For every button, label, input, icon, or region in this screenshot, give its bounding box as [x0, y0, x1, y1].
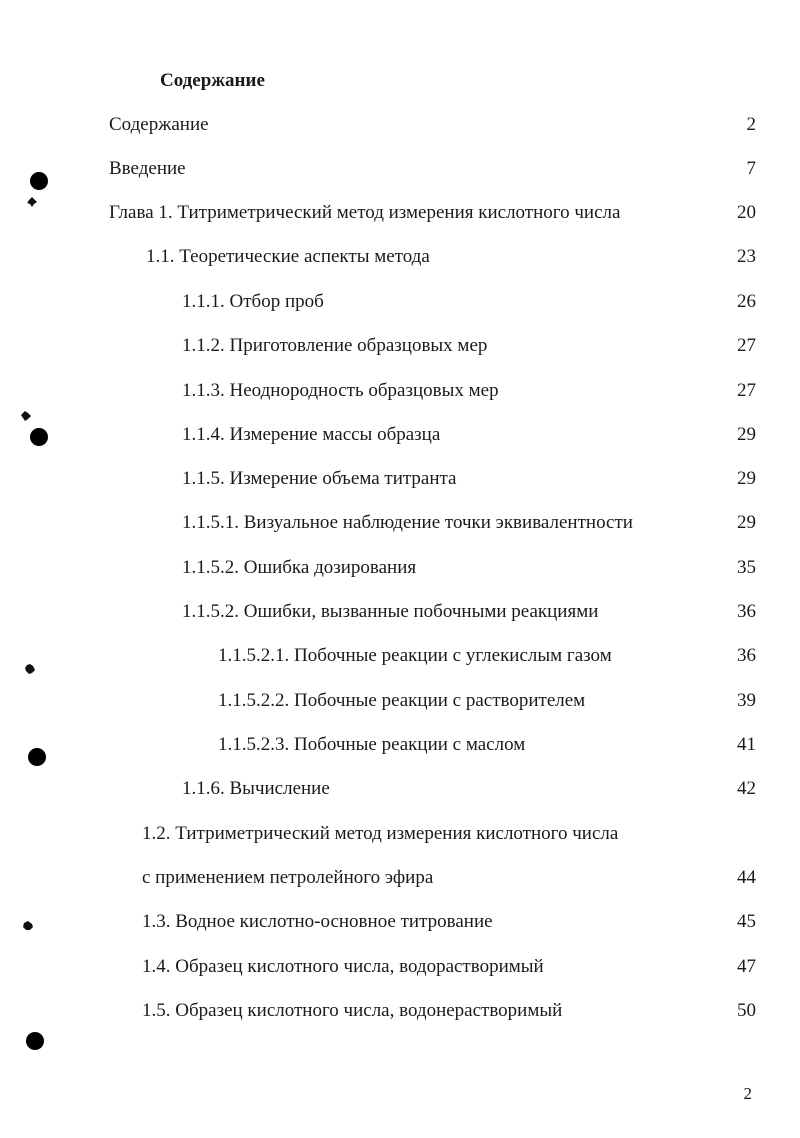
- toc-entry-page: 36: [737, 601, 756, 622]
- toc-entry: [0, 509, 800, 537]
- toc-entry-title: 1.1.5.2.2. Побочные реакции с растворителем: [218, 690, 586, 711]
- toc-entry: [0, 953, 800, 981]
- toc-entry-title: 1.1.3. Неоднородность образцовых мер: [182, 380, 499, 401]
- toc-entry-page: 29: [737, 424, 756, 445]
- toc-entry-page: 45: [737, 911, 756, 932]
- scan-speck-mark: [24, 663, 36, 675]
- toc-entry: [0, 731, 800, 759]
- toc-entry: [0, 687, 800, 715]
- toc-entry-title: 1.1.5.2.1. Побочные реакции с углекислым газом: [218, 645, 612, 666]
- toc-entry-page: 27: [737, 380, 756, 401]
- toc-entry-page: 36: [737, 645, 756, 666]
- toc-entry-title: 1.1.5.2. Ошибка дозирования: [182, 557, 417, 578]
- toc-entry-title: с применением петролейного эфира: [142, 867, 434, 888]
- punch-hole-mark: [26, 1032, 44, 1050]
- toc-entry-title: 1.1.5.2.3. Побочные реакции с маслом: [218, 734, 526, 755]
- toc-entry-page: 20: [737, 202, 756, 223]
- toc-entry: [0, 820, 800, 848]
- toc-entry: [0, 997, 800, 1025]
- page-title: Содержание: [160, 70, 265, 91]
- punch-hole-mark: [30, 428, 48, 446]
- toc-entry-title: Введение: [109, 158, 186, 179]
- toc-entry-page: 23: [737, 246, 756, 267]
- toc-entry-page: 39: [737, 690, 756, 711]
- toc-entry-title: 1.1.4. Измерение массы образца: [182, 424, 441, 445]
- toc-entry: [0, 465, 800, 493]
- toc-entry-title: 1.3. Водное кислотно-основное титрование: [142, 911, 493, 932]
- toc-entry-title: 1.5. Образец кислотного числа, водонерастворимый: [142, 1000, 563, 1021]
- toc-entry: [0, 908, 800, 936]
- toc-entry: [0, 421, 800, 449]
- toc-entry: [0, 332, 800, 360]
- toc-entry-page: 41: [737, 734, 756, 755]
- toc-entry-title: Содержание: [109, 114, 209, 135]
- toc-entry-page: 7: [746, 158, 756, 179]
- toc-entry-title: 1.1.5. Измерение объема титранта: [182, 468, 457, 489]
- toc-entry: [0, 775, 800, 803]
- toc-entry-page: 29: [737, 468, 756, 489]
- toc-entry-title: 1.4. Образец кислотного числа, водорастворимый: [142, 956, 544, 977]
- toc-entry: [0, 642, 800, 670]
- scan-speck-mark: [26, 196, 38, 208]
- toc-entry: [0, 243, 800, 271]
- toc-entry-page: 50: [737, 1000, 756, 1021]
- toc-entry: [0, 377, 800, 405]
- toc-entry: [0, 155, 800, 183]
- toc-entry-page: 47: [737, 956, 756, 977]
- toc-entry-page: 42: [737, 778, 756, 799]
- toc-entry: [0, 288, 800, 316]
- toc-entry-title: 1.1.5.2. Ошибки, вызванные побочными реакциями: [182, 601, 599, 622]
- toc-entry-title: 1.1.5.1. Визуальное наблюдение точки эквивалентности: [182, 512, 633, 533]
- toc-entry-title: 1.2. Титриметрический метод измерения кислотного числа: [142, 823, 619, 844]
- toc-entry: [0, 111, 800, 139]
- punch-hole-mark: [28, 748, 46, 766]
- page-number: 2: [743, 1084, 752, 1103]
- scan-speck-mark: [20, 410, 32, 422]
- toc-entry-page: 26: [737, 291, 756, 312]
- toc-entry: [0, 864, 800, 892]
- toc-entry-page: 29: [737, 512, 756, 533]
- toc-entry-title: 1.1. Теоретические аспекты метода: [146, 246, 430, 267]
- scan-speck-mark: [22, 920, 34, 932]
- toc-entry-title: Глава 1. Титриметрический метод измерения кислотного числа: [109, 202, 621, 223]
- toc-entry-page: 27: [737, 335, 756, 356]
- punch-hole-mark: [30, 172, 48, 190]
- toc-entry-title: 1.1.6. Вычисление: [182, 778, 330, 799]
- toc-entry: [0, 199, 800, 227]
- toc-entry-title: 1.1.2. Приготовление образцовых мер: [182, 335, 488, 356]
- toc-entry-title: 1.1.1. Отбор проб: [182, 291, 324, 312]
- toc-entry-page: 35: [737, 557, 756, 578]
- toc-entry-page: 44: [737, 867, 756, 888]
- toc-entry: [0, 554, 800, 582]
- toc-entry-page: 2: [746, 114, 756, 135]
- toc-entry: [0, 598, 800, 626]
